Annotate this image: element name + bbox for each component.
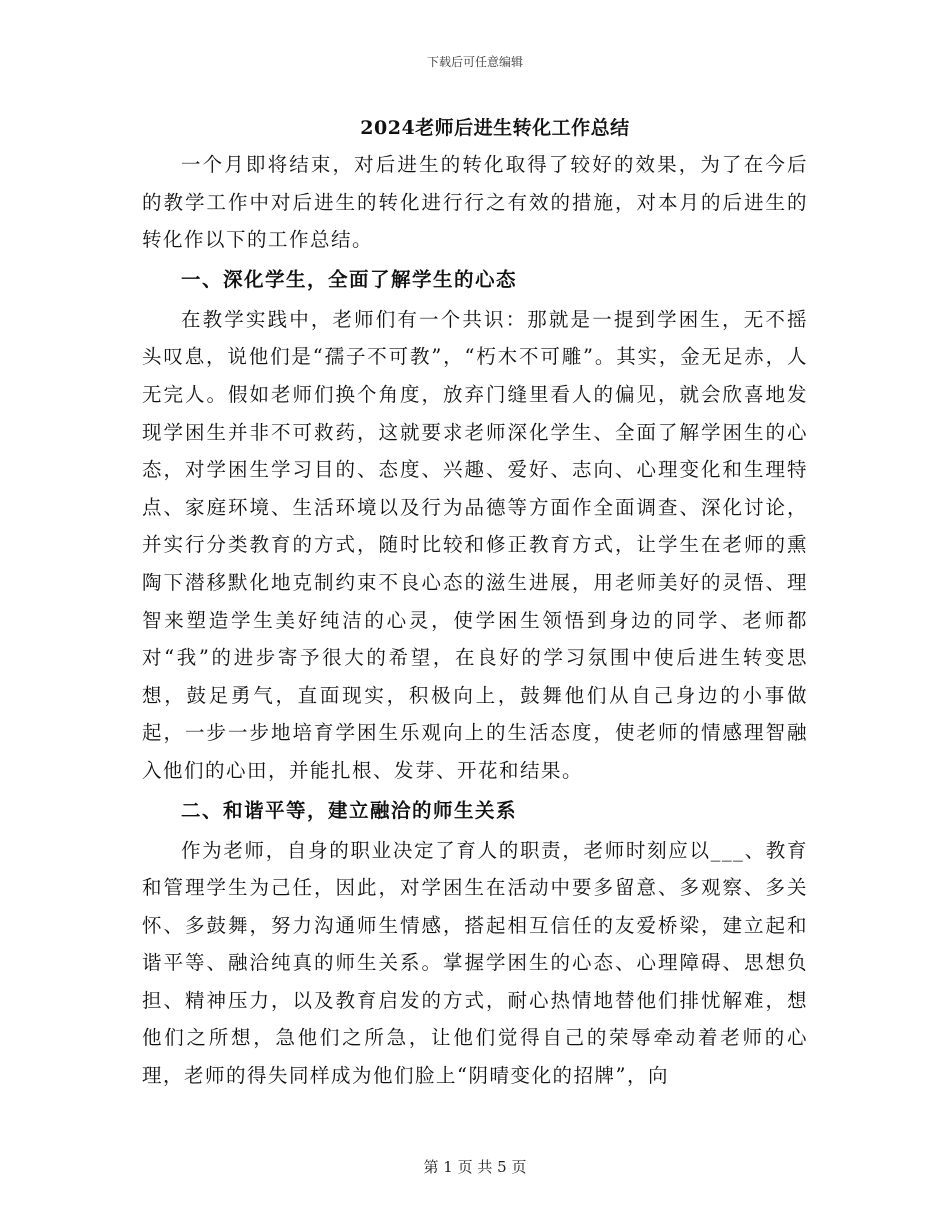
page-header-note: 下载后可任意编辑 (426, 55, 523, 69)
section-1-paragraph: 在教学实践中，老师们有一个共识：那就是一提到学困生，无不摇头叹息，说他们是“孺子不可教”，“朽木不可雕”。其实，金无足赤，人无完人。假如老师们换个角度，放弃门缝里看人的偏见，就会欣喜地发现学困生并非不可救药，这就要求老师深化学生、全面了解学困生的心态，对学困生学习目的、态度、兴趣、爱好、志向、心理变化和生理特点、家庭环境、生活环境以及行为品德等方面作全面调查、深化讨论，并实行分类教育的方式，随时比较和修正教育方式，让学生在老师的熏陶下潜移默化地克制约束不良心态的滋生进展，用老师美好的灵悟、理智来塑造学生美好纯洁的心灵，使学困生领悟到身边的同学、老师都对“我”的进步寄予很大的希望，在良好的学习氛围中使后进生转变思想，鼓足勇气，直面现实，积极向上，鼓舞他们从自己身边的小事做起，一步一步地培育学困生乐观向上的生活态度，使老师的情感理智融入他们的心田，并能扎根、发芽、开花和结果。 (142, 307, 808, 782)
document-title: 2024老师后进生转化工作总结 (360, 117, 630, 139)
section-1-heading: 一、深化学生，全面了解学生的心态 (181, 267, 518, 291)
section-2-paragraph: 作为老师，自身的职业决定了育人的职责，老师时刻应以___、教育和管理学生为己任，因此，对学困生在活动中要多留意、多观察、多关怀、多鼓舞，努力沟通师生情感，搭起相互信任的友爱桥梁，建立起和谐平等、融洽纯真的师生关系。掌握学困生的心态、心理障碍、思想负担、精神压力，以及教育启发的方式，耐心热情地替他们排忧解难，想他们之所想，急他们之所急，让他们觉得自己的荣辱牵动着老师的心理，老师的得失同样成为他们脸上“阴晴变化的招牌”，向 (142, 838, 808, 1088)
intro-paragraph: 一个月即将结束，对后进生的转化取得了较好的效果，为了在今后的教学工作中对后进生的转化进行行之有效的措施，对本月的后进生的转化作以下的工作总结。 (142, 153, 808, 252)
document-body (142, 146, 808, 1095)
page-footer-indicator: 第 1 页 共 5 页 (423, 1158, 527, 1176)
section-2-heading: 二、和谐平等，建立融洽的师生关系 (181, 798, 518, 822)
